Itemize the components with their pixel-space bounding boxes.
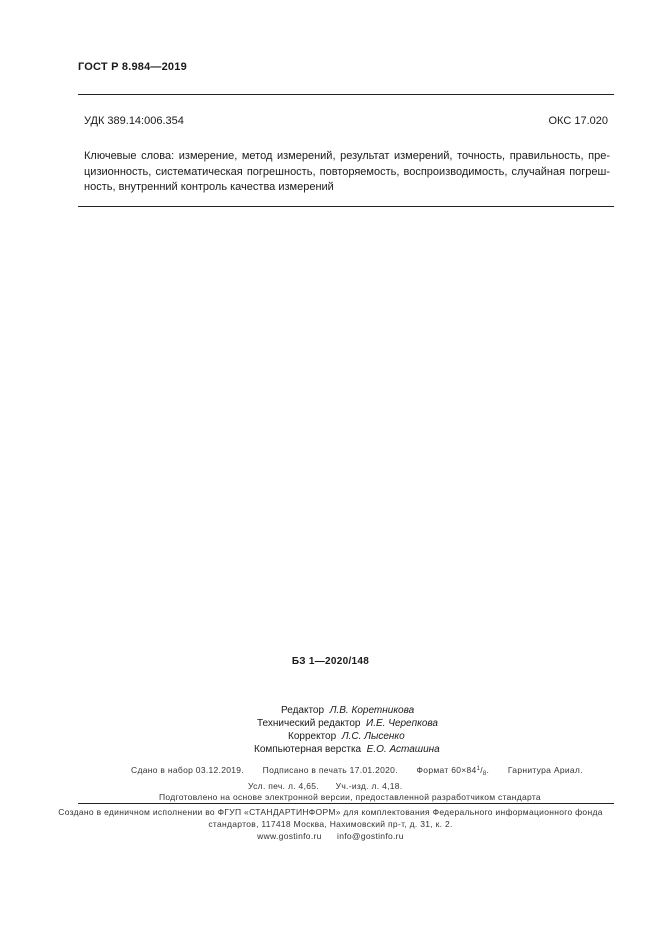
staff-role: Технический редактор [257, 718, 361, 729]
oks-code: ОКС 17.020 [548, 115, 608, 127]
staff-name: Л.В. Коретникова [329, 705, 415, 716]
keywords-line: ность, внутренний контроль качества измерений [84, 181, 334, 193]
standard-number: ГОСТ Р 8.984—2019 [78, 61, 187, 73]
edition: Уч.-изд. л. 4,18. [335, 780, 403, 791]
footer-contacts [0, 830, 661, 842]
staff-corrector [0, 730, 661, 743]
staff-name: Л.С. Лысенко [341, 731, 405, 742]
divider-top [78, 94, 614, 95]
footer [0, 806, 661, 842]
keywords-line: Ключевые слова: измерение, метод измерений, результат измерений, точность, правильность, пре- [84, 150, 610, 162]
footer-line: стандартов, 117418 Москва, Нахимовский пр-т, д. 31, к. 2. [208, 819, 453, 829]
staff-block [0, 704, 661, 756]
keywords-block [84, 149, 610, 196]
bz-number: БЗ 1—2020/148 [291, 656, 370, 667]
staff-name: И.Е. Черепкова [366, 718, 438, 729]
staff-editor [0, 704, 661, 717]
email-link[interactable]: info@gostinfo.ru [337, 831, 404, 841]
keywords-line: цизионность, систематическая погрешность, повторяемость, воспроизводимость, случайная погреш- [84, 165, 610, 178]
staff-tech-editor [0, 717, 661, 730]
sheets: Усл. печ. л. 4,65. [248, 780, 319, 791]
signed-date: Подписано в печать 17.01.2020. [262, 765, 398, 775]
format: Формат $60\times 84^1/_8$. [416, 765, 490, 777]
prepared-note: Подготовлено на основе электронной версии, предоставленной разработчиком стандарта [159, 792, 541, 802]
staff-role: Корректор [288, 731, 337, 742]
print-line [0, 781, 661, 793]
set-date: Сдано в набор 03.12.2019. [131, 765, 244, 775]
font-info: Гарнитура Ариал. [507, 765, 583, 775]
staff-role: Компьютерная верстка [254, 744, 362, 755]
print-info [0, 764, 661, 804]
divider-footer [78, 803, 614, 804]
staff-layout [0, 743, 661, 756]
staff-name: Е.О. Асташина [366, 744, 440, 755]
website-link[interactable]: www.gostinfo.ru [257, 831, 322, 841]
footer-line: Создано в единичном исполнении во ФГУП «СТАНДАРТИНФОРМ» для комплектования Федерального информационного фонда [58, 807, 603, 817]
staff-role: Редактор [281, 705, 325, 716]
udk-code: УДК 389.14:006.354 [84, 115, 184, 127]
divider-keywords [78, 206, 614, 207]
print-line [0, 764, 661, 781]
